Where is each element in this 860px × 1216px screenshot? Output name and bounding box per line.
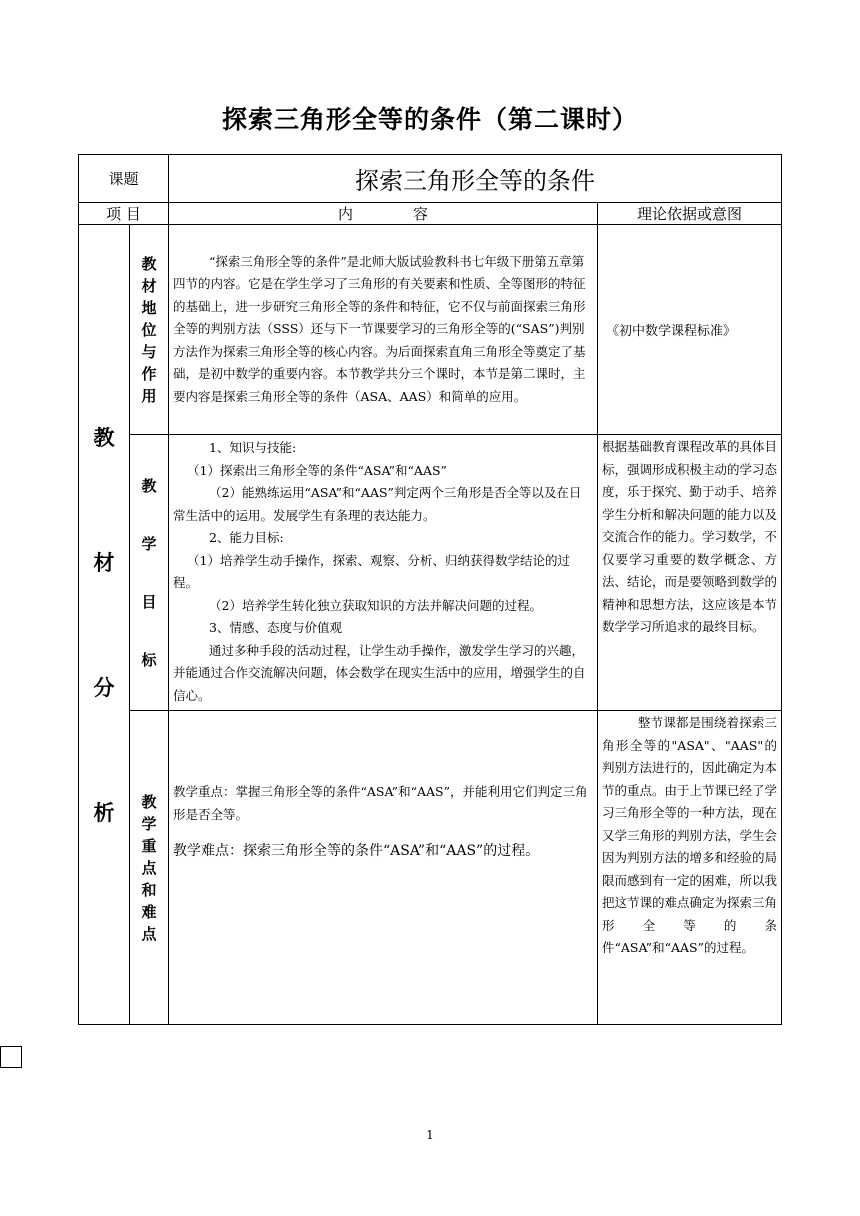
section-name-char: 点 <box>141 858 157 877</box>
section-name-char: 点 <box>141 924 157 943</box>
content-line: （2）培养学生转化独立获取知识的方法并解决问题的过程。 <box>209 597 542 613</box>
section-content-keypoints <box>169 711 598 1025</box>
section-name-char: 难 <box>141 902 157 921</box>
section-content-position <box>169 225 598 435</box>
section-basis-position: 《初中数学课程标准》 <box>598 225 782 435</box>
section-name-char: 和 <box>141 880 157 899</box>
lesson-table <box>78 154 782 1025</box>
category-char: 材 <box>93 551 115 575</box>
section-basis-objectives <box>598 435 782 711</box>
section-row-position <box>79 225 782 435</box>
document-title: 探索三角形全等的条件（第二课时） <box>221 105 638 134</box>
header-content: 内 容 <box>169 203 598 225</box>
category-char: 分 <box>93 676 115 700</box>
section-name-char: 地 <box>141 298 157 317</box>
header-item: 项 目 <box>79 203 169 225</box>
subject-value: 探索三角形全等的条件 <box>169 155 782 203</box>
subject-label: 课题 <box>79 155 169 203</box>
section-name-char: 材 <box>141 276 157 295</box>
content-line: 2、能力目标: <box>209 530 284 545</box>
page-corner-box <box>0 1046 22 1068</box>
category-char: 教 <box>93 426 115 450</box>
category-cell <box>79 225 130 1025</box>
page-number: 1 <box>426 1128 434 1142</box>
content-line: （1）探索出三角形全等的条件“ASA”和“AAS” <box>187 462 447 478</box>
section-name-position <box>130 225 169 435</box>
header-row <box>79 203 782 225</box>
content-line: （1）培养学生动手操作，探索、观察、分析、归纳获得数学结论的过程。 <box>173 552 570 590</box>
section-name-char: 教 <box>141 254 157 273</box>
subject-row <box>79 155 782 203</box>
difficulty-text: 探索三角形全等的条件“ASA”和“AAS”的过程。 <box>243 843 540 859</box>
section-name-keypoints <box>130 711 169 1025</box>
section-name-char: 用 <box>141 386 157 405</box>
section-name-char: 标 <box>141 650 157 669</box>
key-point-text: 教学重点：掌握三角形全等的条件“ASA”和“AAS”，并能利用它们判定三角形是否全等。 <box>173 784 588 822</box>
section-row-keypoints <box>79 711 782 1025</box>
basis-text: 整节课都是围绕着探索三角形全等的"ASA"、"AAS"的判别方法进行的，因此确定为本节的重点。由于上节课已经了学习三角形全等的一种方法，现在又学三角形的判别方法，学生会因为判别方法的增多和经验的局限而感到有一定的困难，所以我把这节课的难点确定为探索三角形全等的条件“ASA”和“AAS”的过程。 <box>602 715 778 955</box>
content-line: 1、知识与技能: <box>209 440 297 455</box>
section-basis-keypoints <box>598 711 782 1025</box>
header-basis: 理论依据或意图 <box>598 203 782 225</box>
content-line: （2）能熟练运用“ASA”和“AAS”判定两个三角形是否全等以及在日常生活中的运用。发展学生有条理的表达能力。 <box>173 485 582 523</box>
basis-text: 根据基础教育课程改革的具体目标，强调形成积极主动的学习态度，乐于探究、勤于动手、培养学生分析和解决问题的能力以及交流合作的能力。学习数学，不仅要学习重要的数学概念、方法、结论，而是要领略到数学的精神和思想方法，这应该是本节数学学习所追求的最终目标。 <box>602 439 778 634</box>
section-name-char: 与 <box>141 342 157 361</box>
section-name-char: 教 <box>141 476 157 495</box>
content-line: 通过多种手段的活动过程，让学生动手操作，激发学生学习的兴趣，并能通过合作交流解决问题，体会数学在现实生活中的应用，增强学生的自信心。 <box>173 642 586 703</box>
section-name-char: 目 <box>141 592 157 611</box>
section-name-char: 位 <box>141 320 157 339</box>
section-name-char: 学 <box>141 534 157 553</box>
difficulty-paragraph <box>173 840 593 863</box>
section-content-objectives <box>169 435 598 711</box>
content-paragraph: “探索三角形全等的条件”是北师大版试验教科书七年级下册第五章第四节的内容。它是在学生学习了三角形的有关要素和性质、全等图形的特征的基础上，进一步研究三角形全等的条件和特征，它不仅与前面探索三角形全等的判别方法（SSS）还与下一节课要学习的三角形全等的(“SAS”)判别方法作为探索三角形全等的核心内容。为后面探索直角三角形全等奠定了基础，是初中数学的重要内容。本节教学共分三个课时，本节是第二课时，主要内容是探索三角形全等的条件（ASA、AAS）和简单的应用。 <box>173 253 586 404</box>
section-name-char: 重 <box>141 836 157 855</box>
section-name-char: 教 <box>141 792 157 811</box>
difficulty-label: 教学难点： <box>173 843 244 859</box>
section-name-char: 学 <box>141 814 157 833</box>
section-name-char: 作 <box>141 364 157 383</box>
section-name-objectives <box>130 435 169 711</box>
section-row-objectives <box>79 435 782 711</box>
category-char: 析 <box>93 801 115 825</box>
content-line: 3、情感、态度与价值观 <box>209 620 342 635</box>
